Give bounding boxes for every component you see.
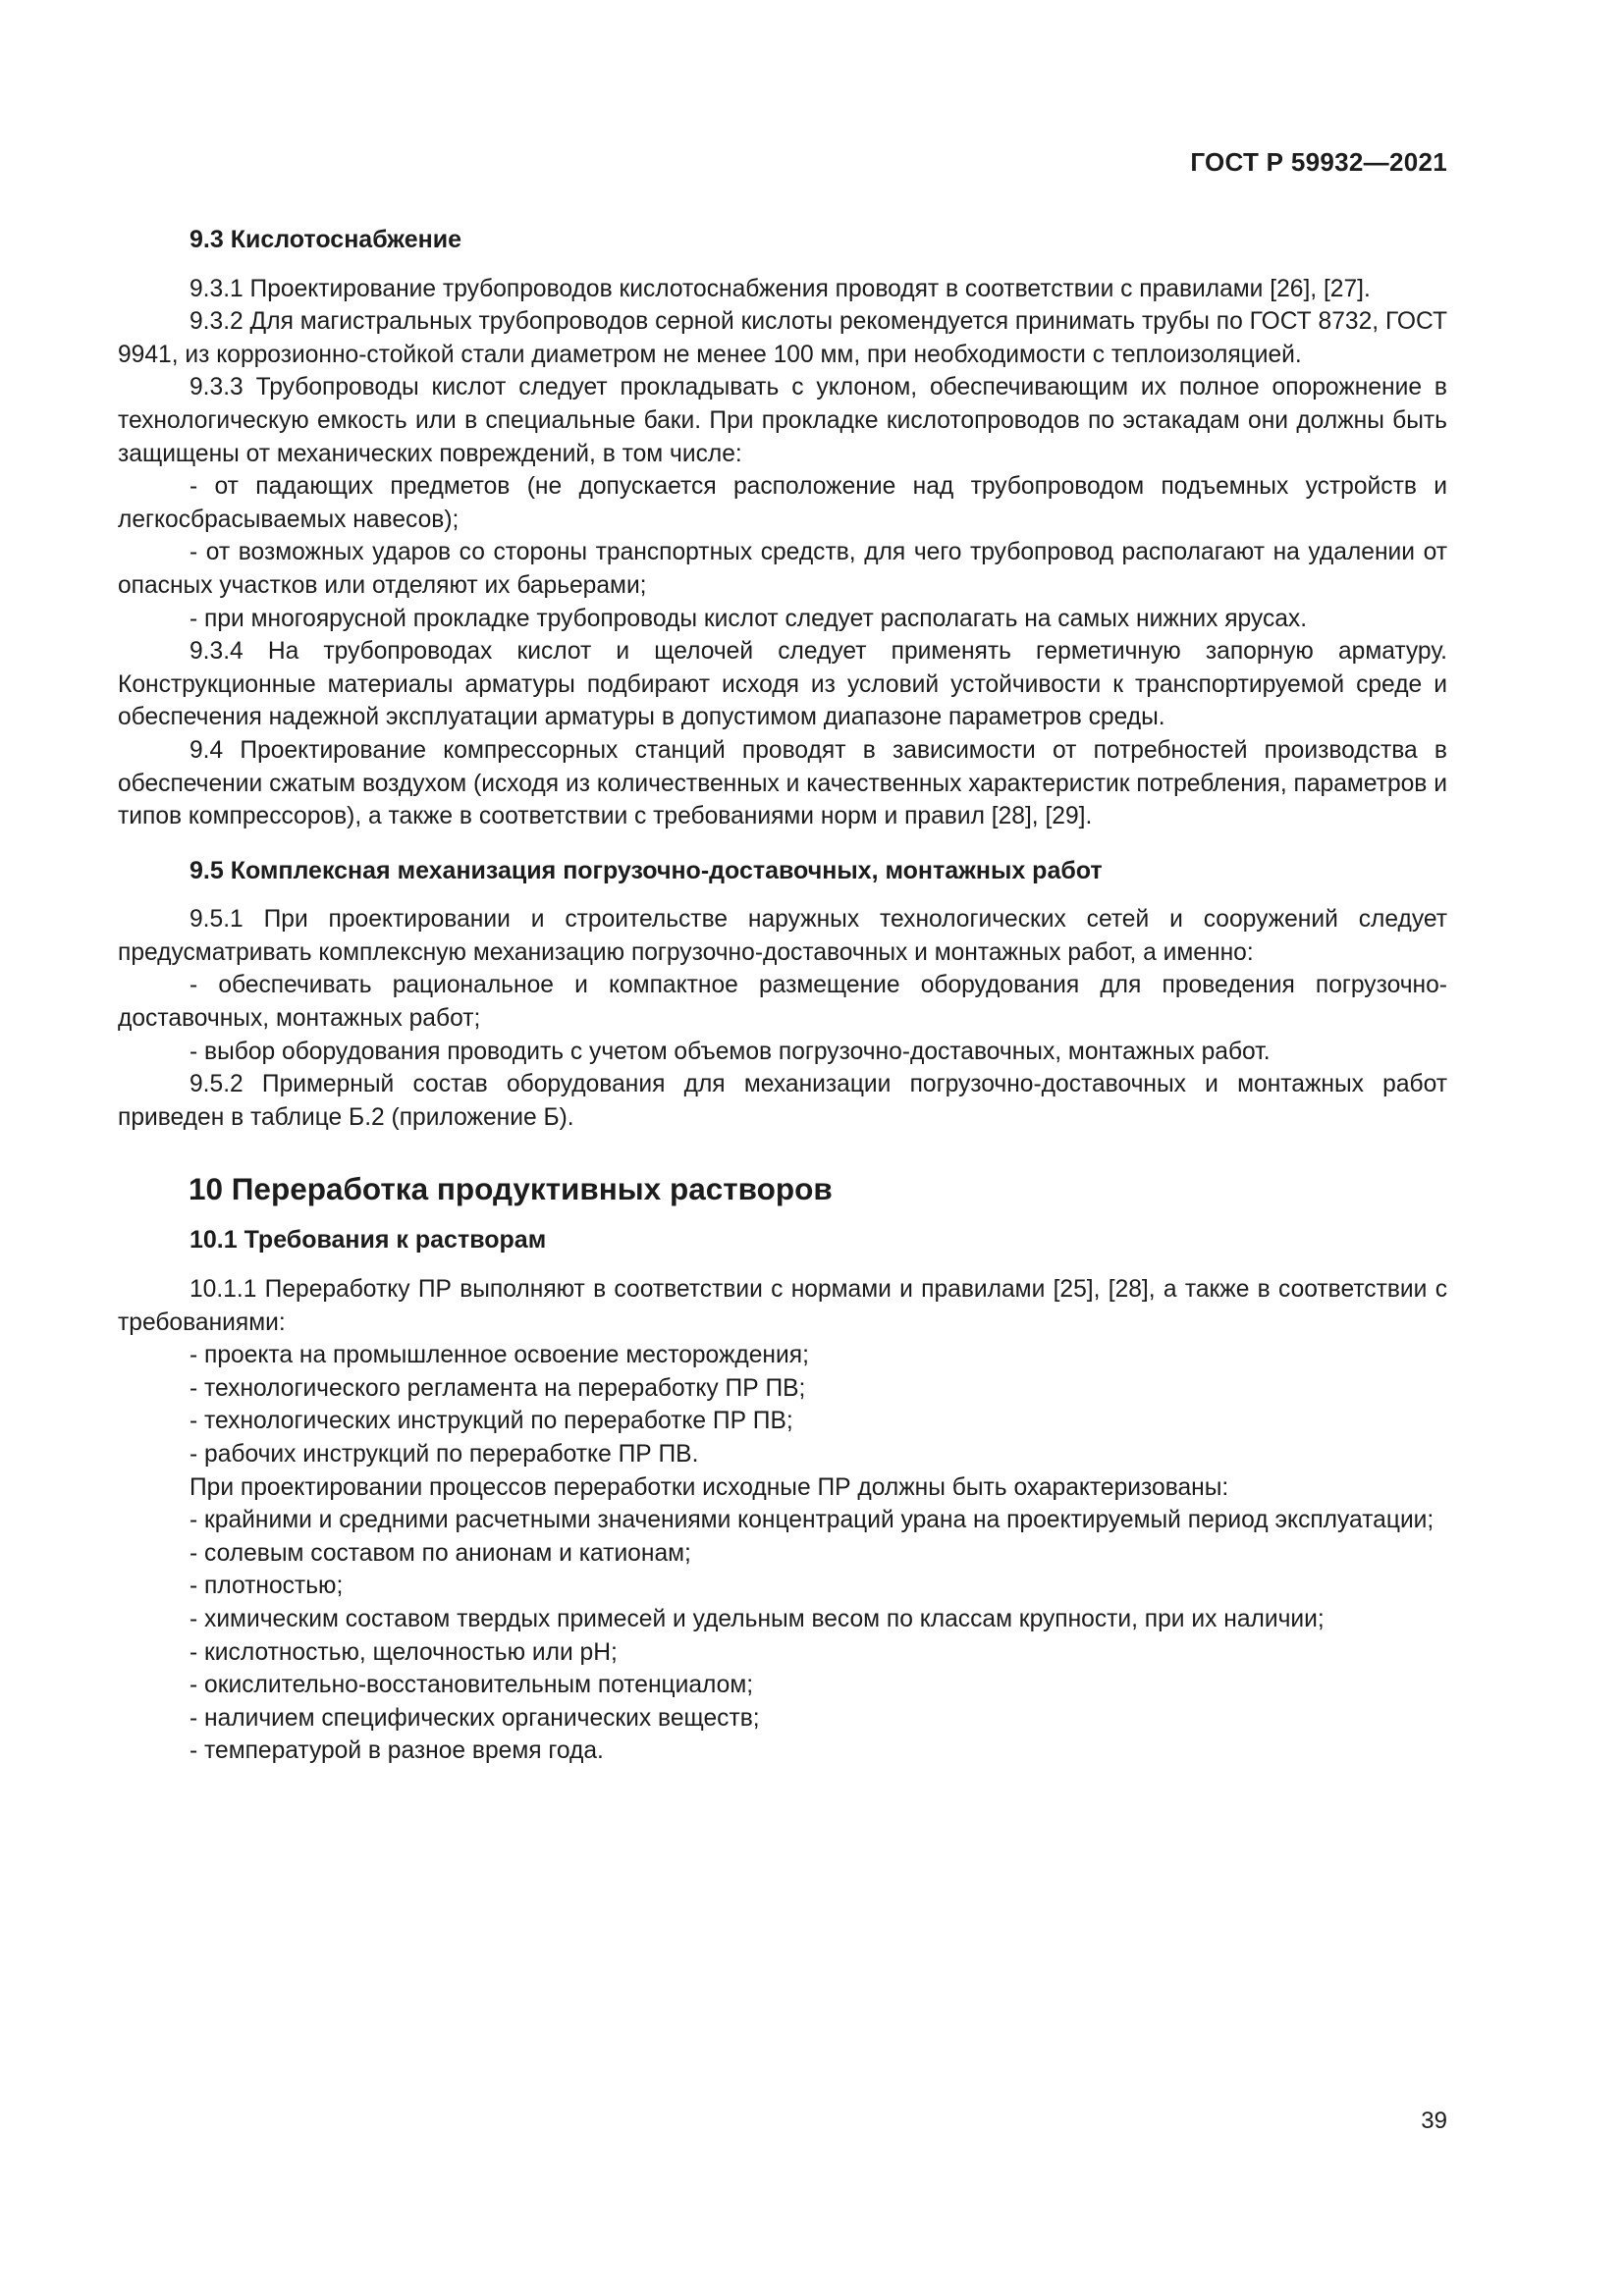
list-item: - плотностью;: [189, 1573, 344, 1600]
section-heading-9-3: 9.3 Кислотоснабжение: [189, 226, 461, 253]
list-item: - кислотностью, щелочностью или pH;: [189, 1638, 618, 1666]
list-item: - окислительно-восстановительным потенциалом;: [189, 1672, 754, 1699]
list-item: - при многоярусной прокладке трубопроводы кислот следует располагать на самых нижних ярусах.: [189, 605, 1308, 632]
list-item: - наличием специфических органических веществ;: [189, 1704, 760, 1732]
list-item: - технологических инструкций по переработке ПР ПВ;: [189, 1408, 793, 1435]
paragraph-9-3-3: 9.3.3 Трубопроводы кислот следует прокладывать с уклоном, обеспечивающим их полное опорожнение в технологическую емкость или в специальные баки. При прокладке кислотопроводов по эстакадам они должны быть защищены от механических повреждений, в том числе:: [118, 374, 1447, 467]
paragraph-characteristics: При проектировании процессов переработки исходные ПР должны быть охарактеризованы:: [189, 1473, 1229, 1501]
paragraph-9-5-1: 9.5.1 При проектировании и строительстве наружных технологических сетей и сооружений следует предусматривать комплексную механизацию погрузочно-доставочных и монтажных работ, а именно:: [118, 906, 1447, 966]
list-item: - обеспечивать рациональное и компактное размещение оборудования для проведения погрузочно-доставочных, монтажных работ;: [118, 972, 1447, 1033]
section-heading-10-1: 10.1 Требования к растворам: [189, 1226, 547, 1255]
paragraph-9-3-2: 9.3.2 Для магистральных трубопроводов серной кислоты рекомендуется принимать трубы по ГОСТ 8732, ГОСТ 9941, из коррозионно-стойкой стали диаметром не менее 100 мм, при необходимости с теплоизоляцией.: [118, 308, 1447, 368]
list-item: - выбор оборудования проводить с учетом объемов погрузочно-доставочных, монтажных работ.: [189, 1038, 1271, 1065]
section-heading-10: 10 Переработка продуктивных растворов: [189, 1171, 833, 1207]
paragraph-10-1-1: 10.1.1 Переработку ПР выполняют в соответствии с нормами и правилами [25], [28], а также в соответствии с требованиями:: [118, 1276, 1447, 1336]
document-body: [118, 224, 1447, 1768]
list-item: - крайними и средними расчетными значениями концентраций урана на проектируемый период эксплуатации;: [189, 1507, 1435, 1534]
paragraph-9-3-4: 9.3.4 На трубопроводах кислот и щелочей следует применять герметичную запорную арматуру. Конструкционные материалы арматуры подбирают исходя из условий устойчивости к транспортируемой среде и обеспечения надежной эксплуатации арматуры в допустимом диапазоне параметров среды.: [118, 638, 1447, 731]
list-item: - проекта на промышленное освоение месторождения;: [189, 1342, 809, 1369]
section-heading-9-5: 9.5 Комплексная механизация погрузочно-доставочных, монтажных работ: [189, 856, 1103, 884]
list-item: - технологического регламента на переработку ПР ПВ;: [189, 1374, 806, 1402]
list-item: - от падающих предметов (не допускается расположение над трубопроводом подъемных устройств и легкосбрасываемых навесов);: [118, 473, 1447, 533]
document-header: ГОСТ Р 59932—2021: [1190, 147, 1447, 177]
paragraph-9-5-2: 9.5.2 Примерный состав оборудования для механизации погрузочно-доставочных и монтажных работ приведен в таблице Б.2 (приложение Б).: [118, 1071, 1447, 1131]
paragraph-9-3-1: 9.3.1 Проектирование трубопроводов кислотоснабжения проводят в соответствии с правилами [26], [27].: [189, 275, 1371, 302]
list-item: - рабочих инструкций по переработке ПР ПВ.: [189, 1441, 699, 1468]
page-number: 39: [1421, 2108, 1447, 2134]
list-item: - от возможных ударов со стороны транспортных средств, для чего трубопровод располагают на удалении от опасных участков или отделяют их барьерами;: [118, 539, 1447, 599]
paragraph-9-4: 9.4 Проектирование компрессорных станций проводят в зависимости от потребностей производства в обеспечении сжатым воздухом (исходя из количественных и качественных характеристик потребления, параметров и типов компрессоров), а также в соответствии с требованиями норм и правил [28], [29].: [118, 736, 1447, 830]
list-item: - солевым составом по анионам и катионам;: [189, 1539, 691, 1567]
list-item: - температурой в разное время года.: [189, 1737, 604, 1765]
list-item: - химическим составом твердых примесей и удельным весом по классам крупности, при их наличии;: [189, 1605, 1325, 1632]
